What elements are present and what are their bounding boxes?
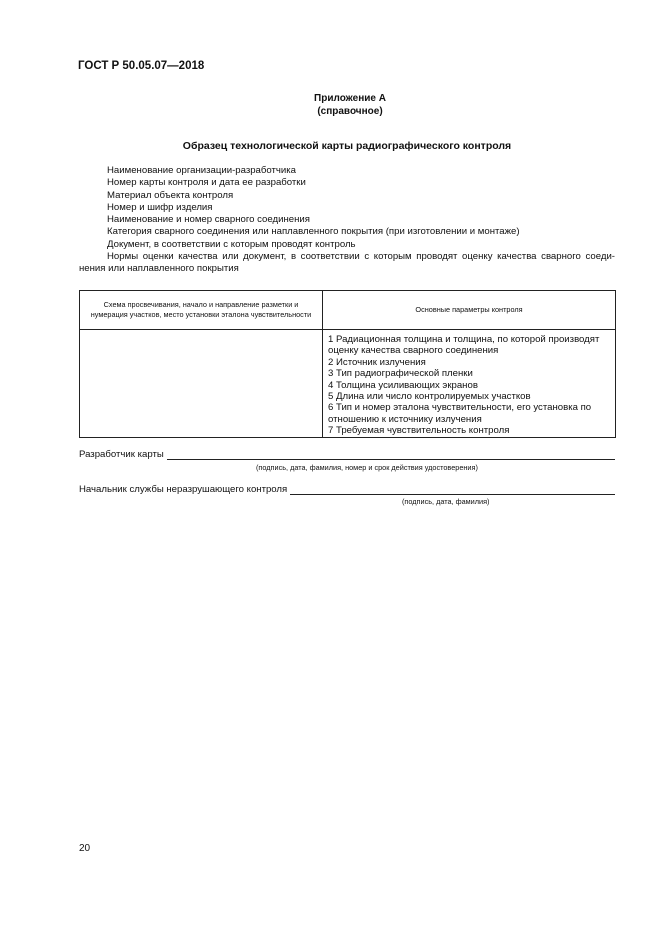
annex-subtitle: (справочное) [317, 106, 383, 117]
page-number: 20 [79, 843, 91, 854]
parameter-item: 3 Тип радиографической пленки [328, 368, 473, 380]
parameter-item: 5 Длина или число контролируемых участков [328, 391, 531, 403]
table-row [80, 330, 616, 438]
ndt-head-label: Начальник службы неразрушающего контроля [79, 484, 288, 495]
parameters-list [323, 330, 615, 437]
developer-label: Разработчик карты [79, 449, 164, 460]
scheme-column-header-text: Схема просвечивания, начало и направление разметки и нумерация участков, место установки эталона чувствительности [90, 300, 312, 319]
parameter-item: 4 Толщина усиливающих экранов [328, 379, 478, 391]
developer-signature-line [167, 449, 615, 460]
scheme-cell [80, 330, 323, 438]
document-title: Образец технологической карты радиографического контроля [182, 140, 512, 152]
parameter-item: 2 Источник излучения [328, 356, 426, 368]
annex-title: Приложение А [314, 93, 386, 104]
parameter-item: 6 Тип и номер эталона чувствительности, его установка по отношению к источнику излучения [328, 402, 592, 425]
card-field-item: Наименование организации-разработчика [107, 165, 297, 176]
parameter-item: 1 Радиационная толщина и толщина, по которой производят оценку качества сварного соединения [328, 334, 600, 357]
card-field-item: Номер карты контроля и дата ее разработки [107, 177, 306, 189]
parameter-item: 7 Требуемая чувствительность контроля [328, 425, 510, 437]
norms-paragraph: Нормы оценки качества или документ, в соответствии с которым проводят оценку качества сварного соеди-нения или наплавленного покрытия [79, 251, 615, 275]
annex-heading [0, 92, 661, 118]
parameters-cell [323, 330, 616, 438]
parameters-column-header: Основные параметры контроля [323, 291, 616, 330]
standard-code: ГОСТ Р 50.05.07—2018 [78, 60, 205, 72]
card-field-item: Документ, в соответствии с которым проводят контроль [107, 238, 356, 250]
developer-signature-row [79, 449, 615, 460]
parameters-table [79, 290, 616, 438]
card-fields-list [107, 165, 617, 251]
ndt-head-signature-line [290, 484, 615, 495]
card-field-item: Номер и шифр изделия [107, 201, 213, 213]
card-field-item: Наименование и номер сварного соединения [107, 214, 310, 226]
ndt-head-signature-row [79, 484, 615, 495]
ndt-head-signature-hint: (подпись, дата, фамилия) [402, 497, 490, 506]
card-field-item: Материал объекта контроля [107, 189, 234, 201]
card-field-item: Категория сварного соединения или наплавленного покрытия (при изготовлении и монтаже) [107, 226, 520, 238]
scheme-column-header [80, 291, 323, 330]
developer-signature-hint: (подпись, дата, фамилия, номер и срок действия удостоверения) [256, 463, 478, 472]
table-header-row [80, 291, 616, 330]
